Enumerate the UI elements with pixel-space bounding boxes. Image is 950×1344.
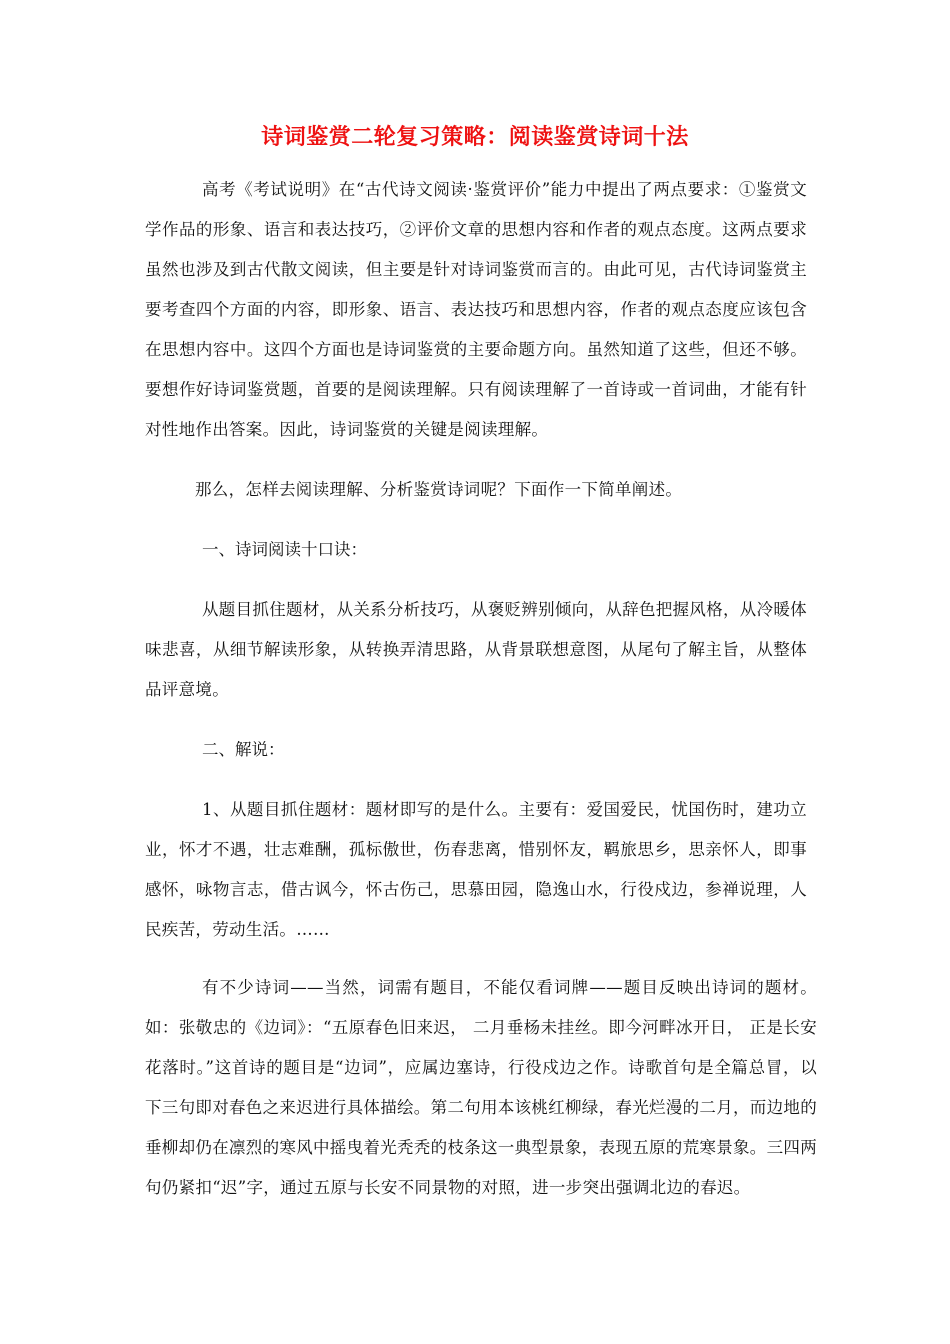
intro-paragraph: 高考《考试说明》在“古代诗文阅读·鉴赏评价”能力中提出了两点要求：①鉴赏文学作品的形象、语言和表达技巧，②评价文章的思想内容和作者的观点态度。这两点要求虽然也涉及到古代散文阅读，但主要是针对诗词鉴赏而言的。由此可见，古代诗词鉴赏主要考查四个方面的内容，即形象、语言、表达技巧和思想内容，作者的观点态度应该包含在思想内容中。这四个方面也是诗词鉴赏的主要命题方向。虽然知道了这些，但还不够。要想作好诗词鉴赏题，首要的是阅读理解。只有阅读理解了一首诗或一首词曲，才能有针对性地作出答案。因此，诗词鉴赏的关键是阅读理解。 xyxy=(145,180,807,439)
example-paragraph: 有不少诗词——当然，词需有题目，不能仅看词牌——题目反映出诗词的题材。如：张敬忠的《边词》：“五原春色旧来迟， 二月垂杨未挂丝。即今河畔冰开日， 正是长安花落时。”这首诗的题目是“边词”，应属边塞诗，行役戍边之作。诗歌首句是全篇总冒，以下三句即对春色之来迟进行具体描绘。第二句用本该桃红柳绿，春光烂漫的二月，而边地的垂柳却仍在凛烈的寒风中摇曳着光秃秃的枝条这一典型景象，表现五原的荒寒景象。三四两句仍紧扣“迟”字，通过五原与长安不同景物的对照，进一步突出强调北边的春迟。 xyxy=(145,978,817,1197)
section-heading-mnemonics: 一、诗词阅读十口诀： xyxy=(202,540,367,559)
question-paragraph: 那么，怎样去阅读理解、分析鉴赏诗词呢？下面作一下简单阐述。 xyxy=(195,480,683,499)
section-heading-explanation: 二、解说： xyxy=(202,740,285,759)
item-1-paragraph: 1、从题目抓住题材：题材即写的是什么。主要有：爱国爱民，忧国伤时，建功立业，怀才不遇，壮志难酬，孤标傲世，伤春悲离，惜别怀友，羁旅思乡，思亲怀人，即事感怀，咏物言志，借古讽今，怀古伤己，思慕田园，隐逸山水，行役戍边，参禅说理，人民疾苦，劳动生活。…… xyxy=(145,800,807,939)
document-title: 诗词鉴赏二轮复习策略：阅读鉴赏诗词十法 xyxy=(261,124,689,150)
mnemonics-paragraph: 从题目抓住题材，从关系分析技巧，从褒贬辨别倾向，从辞色把握风格，从冷暖体味悲喜，从细节解读形象，从转换弄清思路，从背景联想意图，从尾句了解主旨，从整体品评意境。 xyxy=(145,600,807,699)
